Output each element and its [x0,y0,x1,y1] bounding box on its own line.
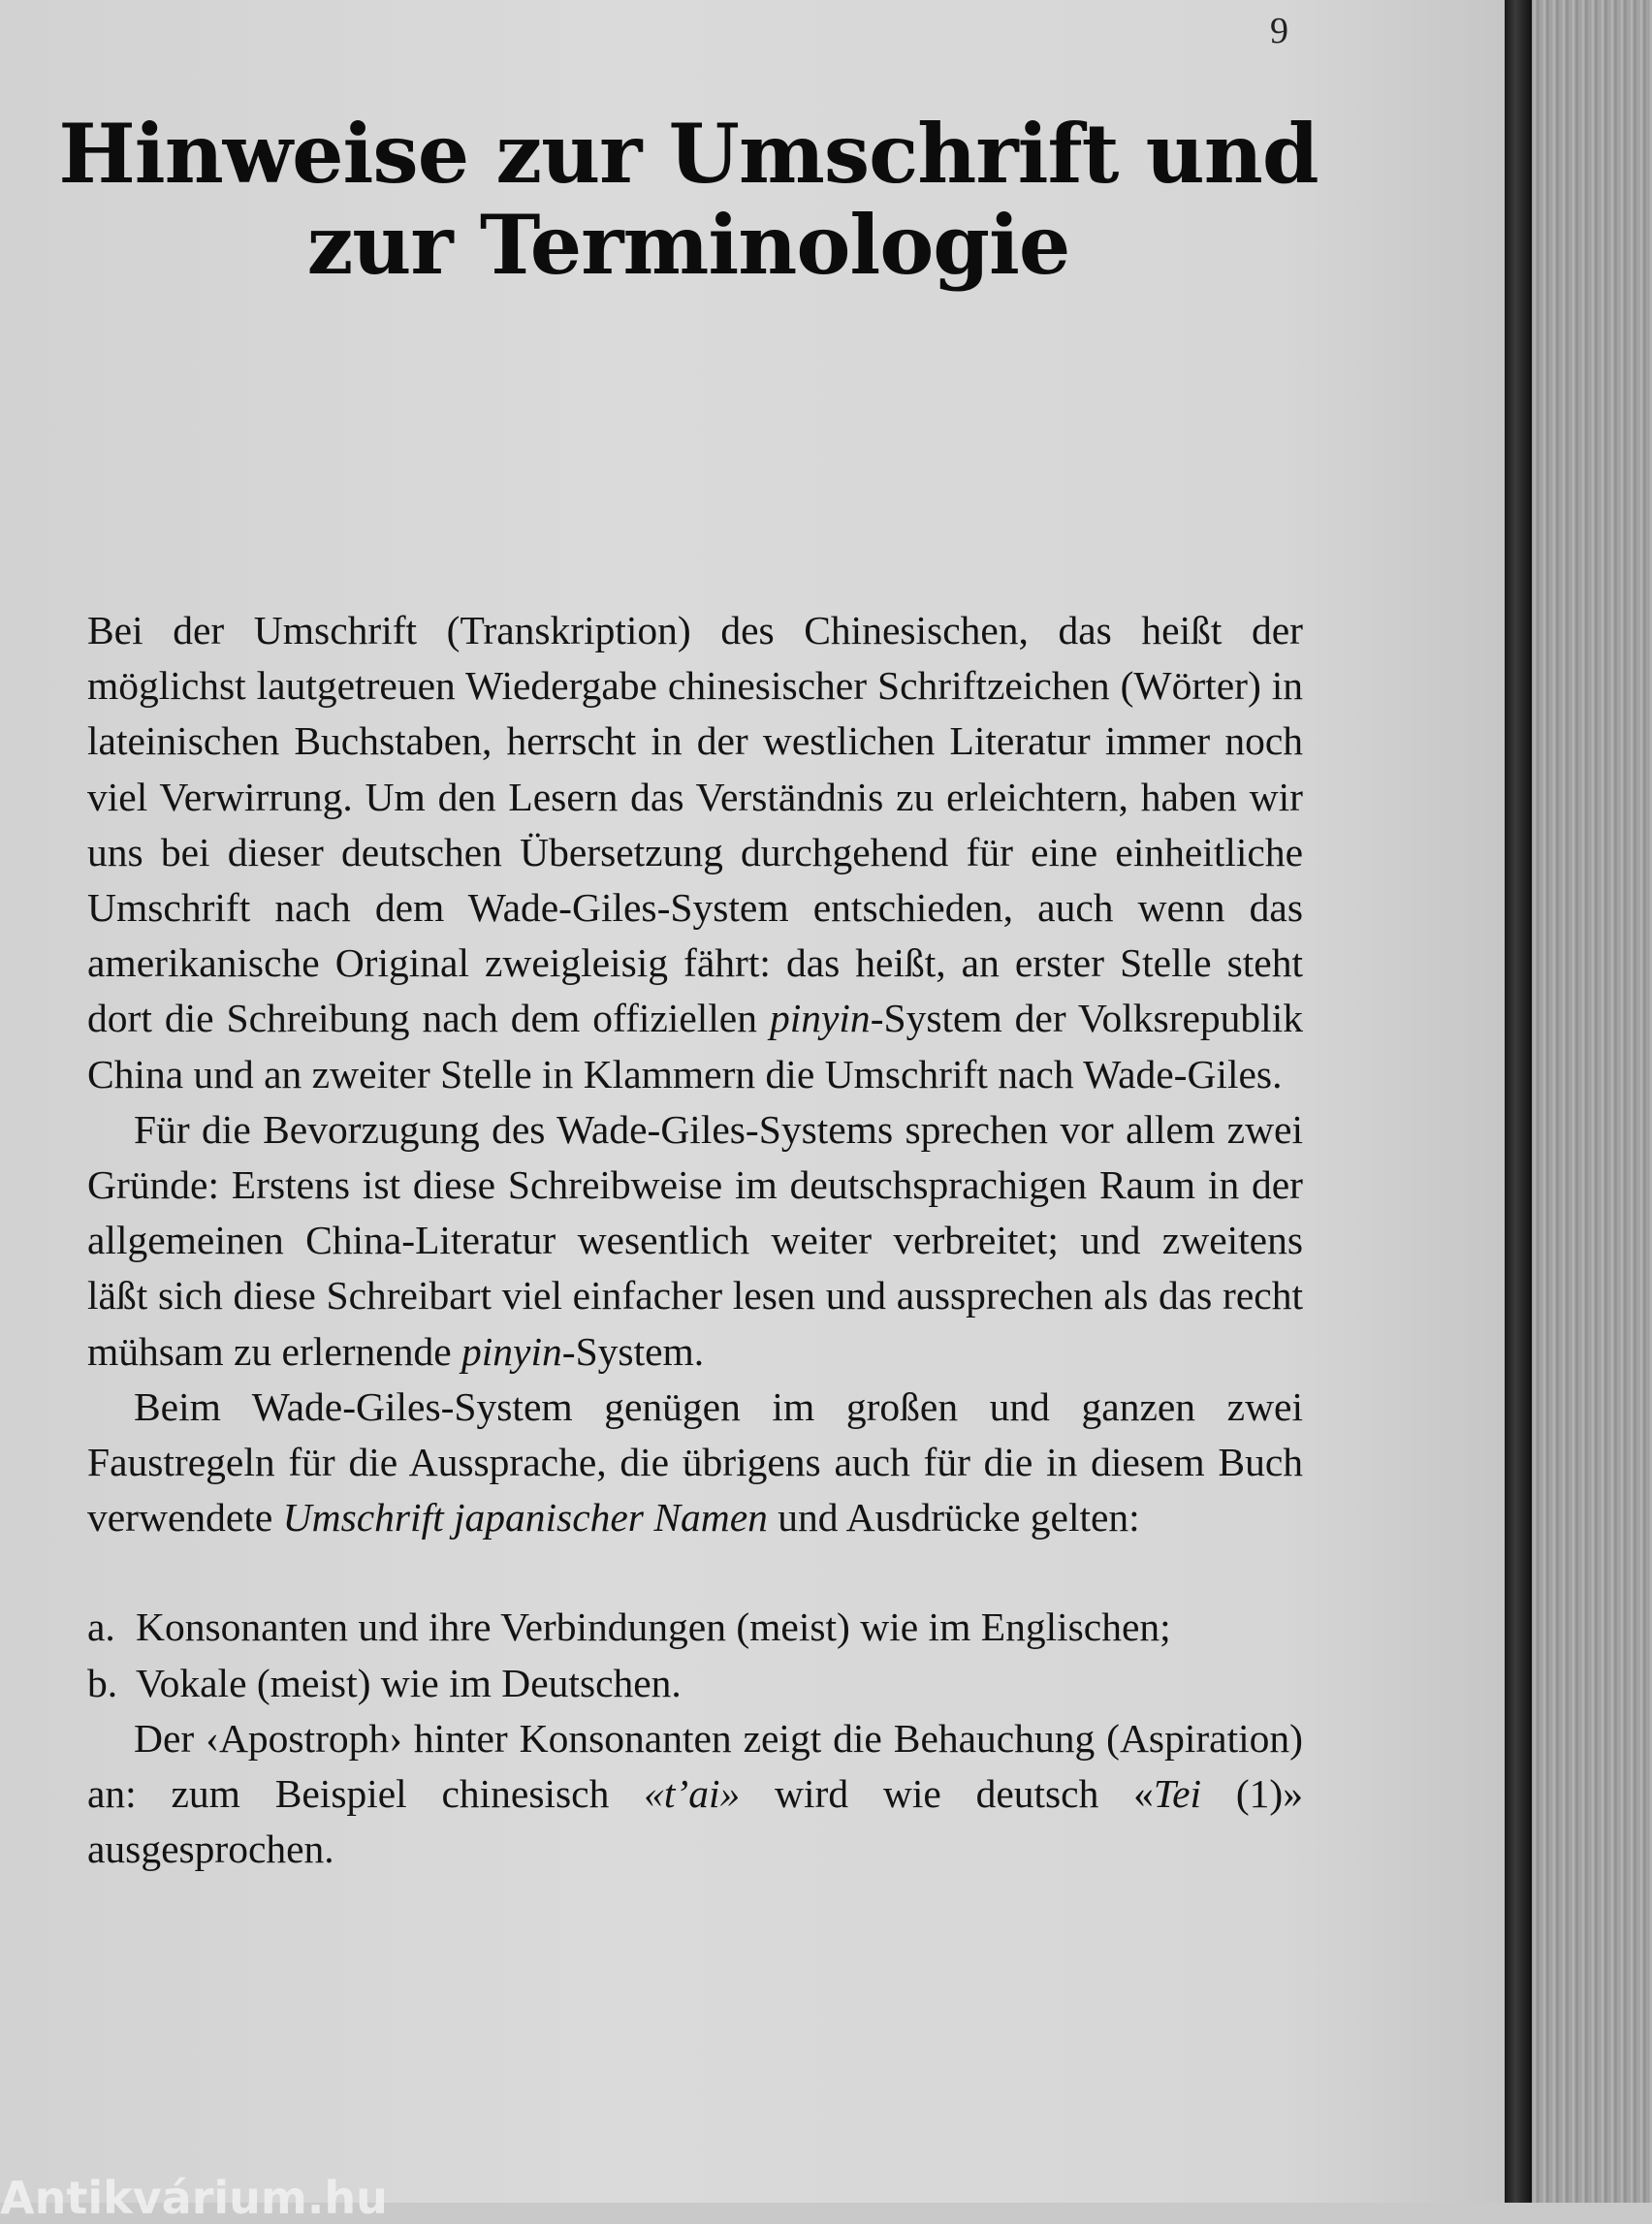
paragraph-4-end: (1)» ausgesprochen. [87,1771,1304,1872]
paragraph-1 [87,603,1303,1102]
paragraph-4-italic: «t’ai» [644,1771,741,1817]
paragraph-4-mid: wird wie deutsch « [740,1771,1154,1817]
paragraph-2-text: Für die Bevorzugung des Wade-Giles-Systems sprechen vor allem zwei Gründe: Erstens ist diese Schreibweise im deutschsprachigen Raum in der allgemeinen China-Literatur wesentlich weiter verbreitet; und zweitens läßt sich diese Schreibart viel einfacher lesen und aussprechen als das recht mühsam zu erlernende [87,1106,1303,1374]
page-number: 9 [1270,11,1288,51]
spacer [87,1545,1303,1600]
paragraph-1-italic: pinyin [769,996,871,1041]
paragraph-4-italic-2: Tei [1153,1771,1202,1817]
paragraph-2-end: -System. [561,1328,705,1374]
list-marker: a. [87,1604,115,1650]
body-text [87,603,1303,1877]
paragraph-3-italic: Umschrift japanischer Namen [282,1495,768,1541]
paragraph-1-text: Bei der Umschrift (Transkription) des Chinesischen, das heißt der möglichst lautgetreuen Wiedergabe chinesischer Schriftzeichen (Wörter) in lateinischen Buchstaben, herrscht in der westlichen Literatur immer noch viel Verwirrung. Um den Lesern das Verständnis zu erleichtern, haben wir uns bei dieser deutschen Übersetzung durchgehend für eine einheitliche Umschrift nach dem Wade-Giles-System entschieden, auch wenn das amerikanische Original zweigleisig fährt: das heißt, an erster Stelle steht dort die Schreibung nach dem offiziellen [87,608,1303,1041]
paragraph-2 [87,1102,1303,1380]
chapter-title-line-1: Hinweise zur Umschrift und [58,106,1318,202]
paragraph-3-end: und Ausdrücke gelten: [767,1495,1140,1541]
list-item [87,1656,1303,1711]
book-spine-edge [1505,0,1532,2203]
list-item-text: Vokale (meist) wie im Deutschen. [136,1660,682,1705]
background-shelf [1512,0,1652,2203]
chapter-title-line-2: zur Terminologie [306,197,1070,293]
watermark: Antikvárium.hu [0,2172,388,2224]
paragraph-2-italic: pinyin [461,1328,562,1374]
list-item-text: Konsonanten und ihre Verbindungen (meist) wie im Englischen; [136,1604,1171,1650]
chapter-title [58,106,1318,293]
paragraph-4-text: Der ‹Apostroph› hinter Konsonanten zeigt die Behauchung (Aspiration) an: zum Beispiel chinesisch [87,1715,1303,1817]
paragraph-1-end: -System der Volksrepublik China und an zweiter Stelle in Klammern die Umschrift nach Wade-Giles. [87,996,1303,1096]
paragraph-3 [87,1380,1303,1546]
paragraph-4 [87,1711,1303,1878]
list-marker: b. [87,1660,118,1705]
paragraph-3-text: Beim Wade-Giles-System genügen im großen und ganzen zwei Faustregeln für die Aussprache, die übrigens auch für die in diesem Buch verwendete [87,1383,1303,1541]
list-item [87,1600,1303,1655]
